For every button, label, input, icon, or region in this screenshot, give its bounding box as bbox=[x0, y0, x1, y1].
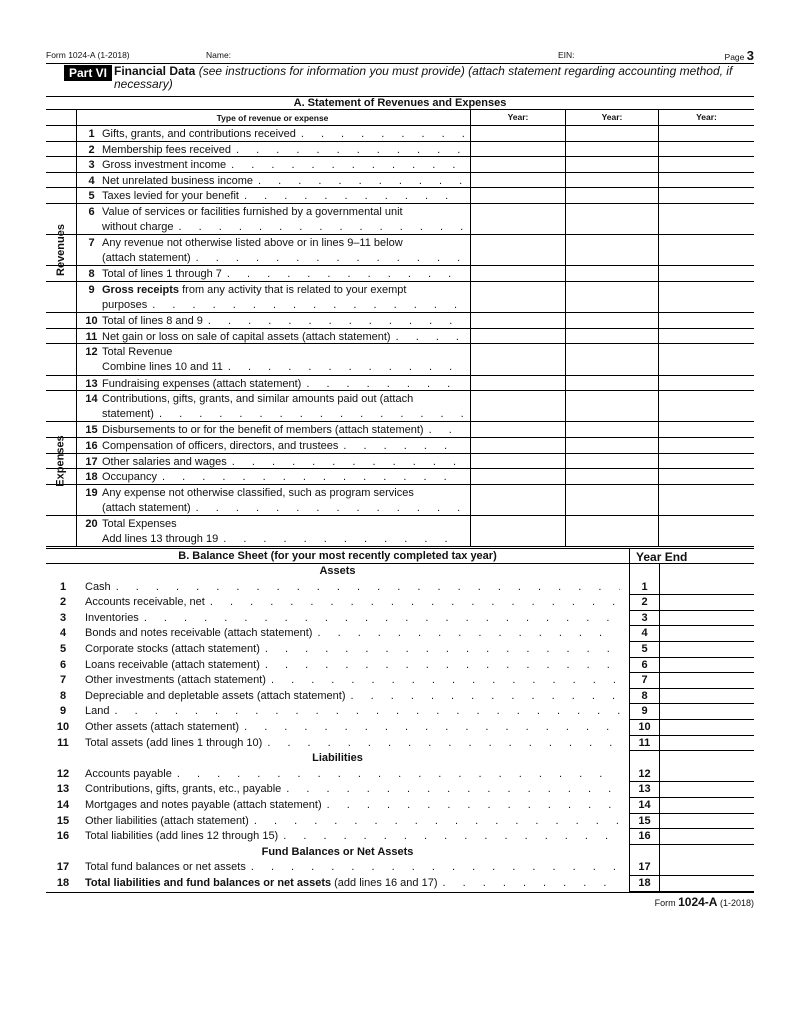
line-label: Contributions, gifts, grants, and similar amounts paid out (attach bbox=[102, 393, 414, 406]
year-value-input[interactable] bbox=[565, 391, 658, 421]
year-value-input[interactable] bbox=[470, 126, 565, 141]
line-label: Depreciable and depletable assets (attach statement) bbox=[85, 689, 346, 702]
line-label: Corporate stocks (attach statement) bbox=[85, 643, 260, 655]
line-label-cont: Add lines 13 through 19 bbox=[102, 533, 219, 545]
balance-row bbox=[46, 798, 754, 814]
line-box-number: 9 bbox=[629, 704, 659, 720]
balance-row bbox=[46, 642, 754, 658]
line-label: Other investments (attach statement) bbox=[85, 674, 266, 687]
year-end-value-input[interactable] bbox=[659, 689, 754, 705]
col-type-header: Type of revenue or expense bbox=[76, 110, 470, 125]
year-end-header: Year End bbox=[629, 549, 754, 563]
line-label: Inventories bbox=[85, 611, 139, 624]
revenues-label: Revenues bbox=[46, 126, 76, 376]
col-year-header: Year: bbox=[658, 110, 754, 125]
year-value-input[interactable] bbox=[470, 313, 565, 328]
col-year-header: Year: bbox=[470, 110, 565, 125]
part-title: Financial Data bbox=[114, 64, 196, 78]
line-label: Accounts receivable, net bbox=[85, 596, 205, 609]
year-value-input[interactable] bbox=[565, 142, 658, 157]
line-number: 13 bbox=[56, 783, 70, 796]
table-row bbox=[46, 391, 754, 422]
table-row bbox=[46, 469, 754, 485]
table-row bbox=[46, 422, 754, 438]
line-label-bold: Gross receipts bbox=[102, 284, 180, 296]
year-value-input[interactable] bbox=[658, 391, 754, 421]
table-row bbox=[46, 376, 754, 392]
line-number: 8 bbox=[59, 689, 67, 702]
year-value-input[interactable] bbox=[470, 235, 565, 265]
line-number: 15 bbox=[85, 424, 98, 437]
line-number: 3 bbox=[88, 159, 95, 172]
line-label: Total Expenses bbox=[102, 518, 177, 530]
year-end-value-input[interactable] bbox=[659, 876, 754, 892]
line-box-number: 1 bbox=[629, 580, 659, 596]
balance-row bbox=[46, 876, 754, 892]
year-value-input[interactable] bbox=[565, 344, 658, 374]
year-value-input[interactable] bbox=[470, 282, 565, 312]
line-box-number: 16 bbox=[629, 829, 659, 845]
name-label: Name: bbox=[206, 50, 232, 60]
page-header bbox=[46, 48, 754, 62]
year-value-input[interactable] bbox=[565, 422, 658, 437]
line-number: 9 bbox=[59, 705, 67, 718]
table-row bbox=[46, 157, 754, 173]
year-end-value-input[interactable] bbox=[659, 580, 754, 596]
year-value-input[interactable] bbox=[658, 376, 754, 391]
year-value-input[interactable] bbox=[658, 329, 754, 344]
table-row bbox=[46, 235, 754, 266]
line-box-number: 3 bbox=[629, 611, 659, 627]
line-number: 19 bbox=[85, 486, 98, 499]
year-value-input[interactable] bbox=[565, 329, 658, 344]
balance-row bbox=[46, 736, 754, 752]
line-box-number: 18 bbox=[629, 876, 659, 892]
line-label: Any expense not otherwise classified, such as program services bbox=[102, 486, 414, 499]
line-label-bold: Total liabilities and fund balances or net assets bbox=[85, 877, 332, 889]
year-end-value-input[interactable] bbox=[659, 767, 754, 783]
table-row bbox=[46, 344, 754, 375]
revenue-expense-table bbox=[46, 110, 754, 548]
year-end-value-input[interactable] bbox=[659, 798, 754, 814]
line-number: 18 bbox=[85, 471, 98, 484]
line-label: Taxes levied for your benefit bbox=[102, 190, 239, 203]
line-label: Cash bbox=[85, 580, 111, 593]
balance-row bbox=[46, 720, 754, 736]
line-label: Other liabilities (attach statement) bbox=[85, 814, 249, 827]
table-row bbox=[46, 266, 754, 282]
table-row bbox=[46, 516, 754, 547]
line-label: Bonds and notes receivable (attach statement) bbox=[85, 627, 313, 640]
balance-group-title: Assets bbox=[319, 565, 356, 577]
year-value-input[interactable] bbox=[470, 422, 565, 437]
year-value-input[interactable] bbox=[658, 173, 754, 188]
year-value-input[interactable] bbox=[658, 454, 754, 469]
balance-group-title: Liabilities bbox=[312, 752, 363, 765]
line-label: Net unrelated business income bbox=[102, 174, 254, 187]
line-box-number: 12 bbox=[629, 767, 659, 783]
year-value-input[interactable] bbox=[658, 516, 754, 546]
line-number: 3 bbox=[59, 611, 67, 624]
year-value-input[interactable] bbox=[470, 157, 565, 172]
line-label: Accounts payable bbox=[85, 767, 172, 780]
line-label: Occupancy bbox=[102, 471, 158, 484]
year-value-input[interactable] bbox=[565, 469, 658, 484]
balance-group-title: Fund Balances or Net Assets bbox=[261, 845, 414, 858]
year-end-value-input[interactable] bbox=[659, 704, 754, 720]
line-label: from any activity that is related to your exempt bbox=[179, 284, 407, 296]
table-row bbox=[46, 188, 754, 204]
table-row bbox=[46, 438, 754, 454]
line-number: 7 bbox=[59, 674, 67, 687]
line-number: 8 bbox=[88, 268, 95, 281]
year-value-input[interactable] bbox=[565, 173, 658, 188]
year-value-input[interactable] bbox=[565, 313, 658, 328]
ein-label: EIN: bbox=[558, 50, 575, 60]
year-end-value-input[interactable] bbox=[659, 595, 754, 611]
line-box-number: 17 bbox=[629, 860, 659, 876]
expenses-label: Expenses bbox=[55, 435, 67, 488]
line-number: 15 bbox=[56, 814, 70, 827]
line-label: Value of services or facilities furnished by a governmental unit bbox=[102, 206, 403, 218]
form-id: Form 1024-A (1-2018) bbox=[46, 50, 130, 60]
year-value-input[interactable] bbox=[658, 142, 754, 157]
line-number: 13 bbox=[85, 377, 98, 390]
year-value-input[interactable] bbox=[470, 454, 565, 469]
year-value-input[interactable] bbox=[470, 173, 565, 188]
year-end-value-input[interactable] bbox=[659, 673, 754, 689]
line-number: 10 bbox=[56, 721, 70, 733]
line-number: 14 bbox=[56, 799, 70, 811]
balance-row bbox=[46, 860, 754, 876]
year-value-input[interactable] bbox=[470, 266, 565, 281]
year-value-input[interactable] bbox=[565, 516, 658, 546]
table-row bbox=[46, 142, 754, 158]
line-label: Land bbox=[85, 705, 110, 718]
year-value-input[interactable] bbox=[470, 438, 565, 453]
balance-row bbox=[46, 767, 754, 783]
year-value-input[interactable] bbox=[565, 438, 658, 453]
line-label: Total Revenue bbox=[102, 346, 173, 359]
line-label-cont: Combine lines 10 and 11 bbox=[102, 361, 223, 374]
line-label: Gross investment income bbox=[102, 159, 227, 172]
year-value-input[interactable] bbox=[658, 188, 754, 203]
line-number: 17 bbox=[56, 861, 70, 874]
year-value-input[interactable] bbox=[658, 266, 754, 281]
balance-row bbox=[46, 704, 754, 720]
year-end-value-input[interactable] bbox=[659, 736, 754, 752]
year-end-value-input[interactable] bbox=[659, 642, 754, 658]
line-box-number: 6 bbox=[629, 658, 659, 674]
year-value-input[interactable] bbox=[470, 516, 565, 546]
line-number: 9 bbox=[88, 284, 95, 296]
table-row bbox=[46, 313, 754, 329]
year-value-input[interactable] bbox=[470, 142, 565, 157]
line-label: Loans receivable (attach statement) bbox=[85, 658, 260, 671]
part-heading bbox=[46, 63, 754, 97]
year-end-value-input[interactable] bbox=[659, 814, 754, 830]
year-value-input[interactable] bbox=[658, 485, 754, 515]
line-label: Total assets (add lines 1 through 10) bbox=[85, 736, 263, 749]
line-box-number: 2 bbox=[629, 595, 659, 611]
part-label: Part VI bbox=[64, 65, 112, 81]
balance-row bbox=[46, 829, 754, 845]
year-value-input[interactable] bbox=[565, 157, 658, 172]
year-value-input[interactable] bbox=[565, 266, 658, 281]
line-label: Total of lines 8 and 9 bbox=[102, 315, 203, 328]
line-number: 6 bbox=[88, 206, 95, 218]
line-box-number: 15 bbox=[629, 814, 659, 830]
year-value-input[interactable] bbox=[470, 391, 565, 421]
line-label-cont: (attach statement) bbox=[102, 252, 191, 265]
year-value-input[interactable] bbox=[658, 422, 754, 437]
year-value-input[interactable] bbox=[470, 204, 565, 234]
year-end-value-input[interactable] bbox=[659, 860, 754, 876]
year-end-value-input[interactable] bbox=[659, 658, 754, 674]
line-label: Any revenue not otherwise listed above or in lines 9–11 below bbox=[102, 237, 403, 250]
line-number: 12 bbox=[56, 767, 70, 780]
divider bbox=[46, 892, 754, 893]
line-number: 11 bbox=[57, 736, 69, 749]
line-number: 12 bbox=[85, 346, 98, 359]
table-row bbox=[46, 173, 754, 189]
year-value-input[interactable] bbox=[565, 485, 658, 515]
line-box-number: 13 bbox=[629, 782, 659, 798]
line-number: 2 bbox=[59, 596, 67, 609]
line-label-cont: (attach statement) bbox=[102, 501, 191, 514]
table-row bbox=[46, 454, 754, 470]
year-value-input[interactable] bbox=[658, 126, 754, 141]
line-number: 1 bbox=[88, 128, 95, 140]
year-value-input[interactable] bbox=[565, 454, 658, 469]
table-row bbox=[46, 485, 754, 516]
line-label-cont: purposes bbox=[102, 299, 148, 311]
col-year-header: Year: bbox=[565, 110, 658, 125]
year-value-input[interactable] bbox=[658, 344, 754, 374]
table-row bbox=[46, 126, 754, 142]
year-value-input[interactable] bbox=[470, 485, 565, 515]
line-number: 18 bbox=[56, 877, 70, 889]
line-number: 6 bbox=[59, 658, 67, 671]
line-number: 4 bbox=[59, 627, 67, 640]
line-label-cont: statement) bbox=[102, 408, 154, 421]
line-number: 16 bbox=[85, 440, 98, 452]
year-value-input[interactable] bbox=[658, 235, 754, 265]
line-label: Other salaries and wages bbox=[102, 455, 227, 468]
year-value-input[interactable] bbox=[658, 313, 754, 328]
section-a-title: A. Statement of Revenues and Expenses bbox=[46, 96, 754, 110]
line-number: 1 bbox=[59, 580, 67, 593]
section-b-header bbox=[46, 548, 754, 564]
line-number: 2 bbox=[88, 143, 95, 156]
year-end-value-input[interactable] bbox=[659, 626, 754, 642]
year-value-input[interactable] bbox=[470, 188, 565, 203]
year-value-input[interactable] bbox=[565, 282, 658, 312]
balance-row bbox=[46, 595, 754, 611]
line-number: 7 bbox=[88, 237, 95, 250]
year-value-input[interactable] bbox=[658, 157, 754, 172]
line-label: (add lines 16 and 17) bbox=[334, 877, 438, 889]
line-number: 16 bbox=[56, 830, 70, 843]
year-value-input[interactable] bbox=[470, 469, 565, 484]
table-header-row bbox=[46, 110, 754, 126]
balance-row bbox=[46, 673, 754, 689]
line-label: Total of lines 1 through 7 bbox=[102, 268, 222, 281]
line-number: 5 bbox=[88, 190, 95, 203]
line-box-number: 11 bbox=[629, 736, 659, 752]
year-value-input[interactable] bbox=[565, 204, 658, 234]
line-label: Other assets (attach statement) bbox=[85, 721, 240, 733]
year-value-input[interactable] bbox=[565, 235, 658, 265]
line-number: 4 bbox=[88, 174, 95, 187]
line-box-number: 8 bbox=[629, 689, 659, 705]
table-row bbox=[46, 204, 754, 235]
line-label: Compensation of officers, directors, and trustees bbox=[102, 440, 339, 452]
balance-row bbox=[46, 814, 754, 830]
line-box-number: 14 bbox=[629, 798, 659, 814]
year-value-input[interactable] bbox=[658, 469, 754, 484]
line-number: 17 bbox=[85, 455, 98, 468]
year-value-input[interactable] bbox=[565, 188, 658, 203]
line-box-number: 4 bbox=[629, 626, 659, 642]
line-box-number: 7 bbox=[629, 673, 659, 689]
year-end-value-input[interactable] bbox=[659, 829, 754, 845]
line-number: 20 bbox=[85, 518, 98, 530]
line-label: Disbursements to or for the benefit of members (attach statement) bbox=[102, 424, 424, 437]
year-value-input[interactable] bbox=[658, 282, 754, 312]
year-value-input[interactable] bbox=[658, 204, 754, 234]
line-label: Total liabilities (add lines 12 through 15) bbox=[85, 830, 279, 843]
balance-row bbox=[46, 611, 754, 627]
year-value-input[interactable] bbox=[470, 376, 565, 391]
line-label: Fundraising expenses (attach statement) bbox=[102, 377, 302, 390]
balance-row bbox=[46, 658, 754, 674]
section-b-title: B. Balance Sheet (for your most recently completed tax year) bbox=[178, 550, 497, 562]
line-label: Contributions, gifts, grants, etc., payable bbox=[85, 783, 282, 796]
balance-row bbox=[46, 580, 754, 596]
balance-row bbox=[46, 689, 754, 705]
form-footer: Form 1024-A (1-2018) bbox=[654, 895, 754, 909]
year-value-input[interactable] bbox=[565, 126, 658, 141]
table-row bbox=[46, 329, 754, 345]
year-value-input[interactable] bbox=[658, 438, 754, 453]
line-number: 5 bbox=[59, 643, 67, 655]
year-end-value-input[interactable] bbox=[659, 782, 754, 798]
line-label-cont: without charge bbox=[102, 221, 174, 233]
balance-row bbox=[46, 782, 754, 798]
year-value-input[interactable] bbox=[470, 329, 565, 344]
line-box-number: 10 bbox=[629, 720, 659, 736]
year-end-value-input[interactable] bbox=[659, 720, 754, 736]
part-subtitle: (see instructions for information you must provide) (attach statement regarding accounting method, if necessary) bbox=[114, 64, 733, 91]
year-value-input[interactable] bbox=[565, 376, 658, 391]
line-number: 10 bbox=[85, 315, 98, 328]
page-number: Page 3 bbox=[724, 48, 754, 63]
line-label: Net gain or loss on sale of capital assets (attach statement) bbox=[102, 330, 391, 343]
line-box-number: 5 bbox=[629, 642, 659, 658]
year-end-value-input[interactable] bbox=[659, 611, 754, 627]
line-number: 11 bbox=[85, 330, 98, 343]
table-row bbox=[46, 282, 754, 313]
balance-row bbox=[46, 626, 754, 642]
year-value-input[interactable] bbox=[470, 344, 565, 374]
line-label: Membership fees received bbox=[102, 143, 232, 156]
line-label: Gifts, grants, and contributions received bbox=[102, 128, 296, 140]
line-label: Mortgages and notes payable (attach statement) bbox=[85, 799, 322, 811]
line-label: Total fund balances or net assets bbox=[85, 861, 246, 874]
line-number: 14 bbox=[85, 393, 98, 406]
